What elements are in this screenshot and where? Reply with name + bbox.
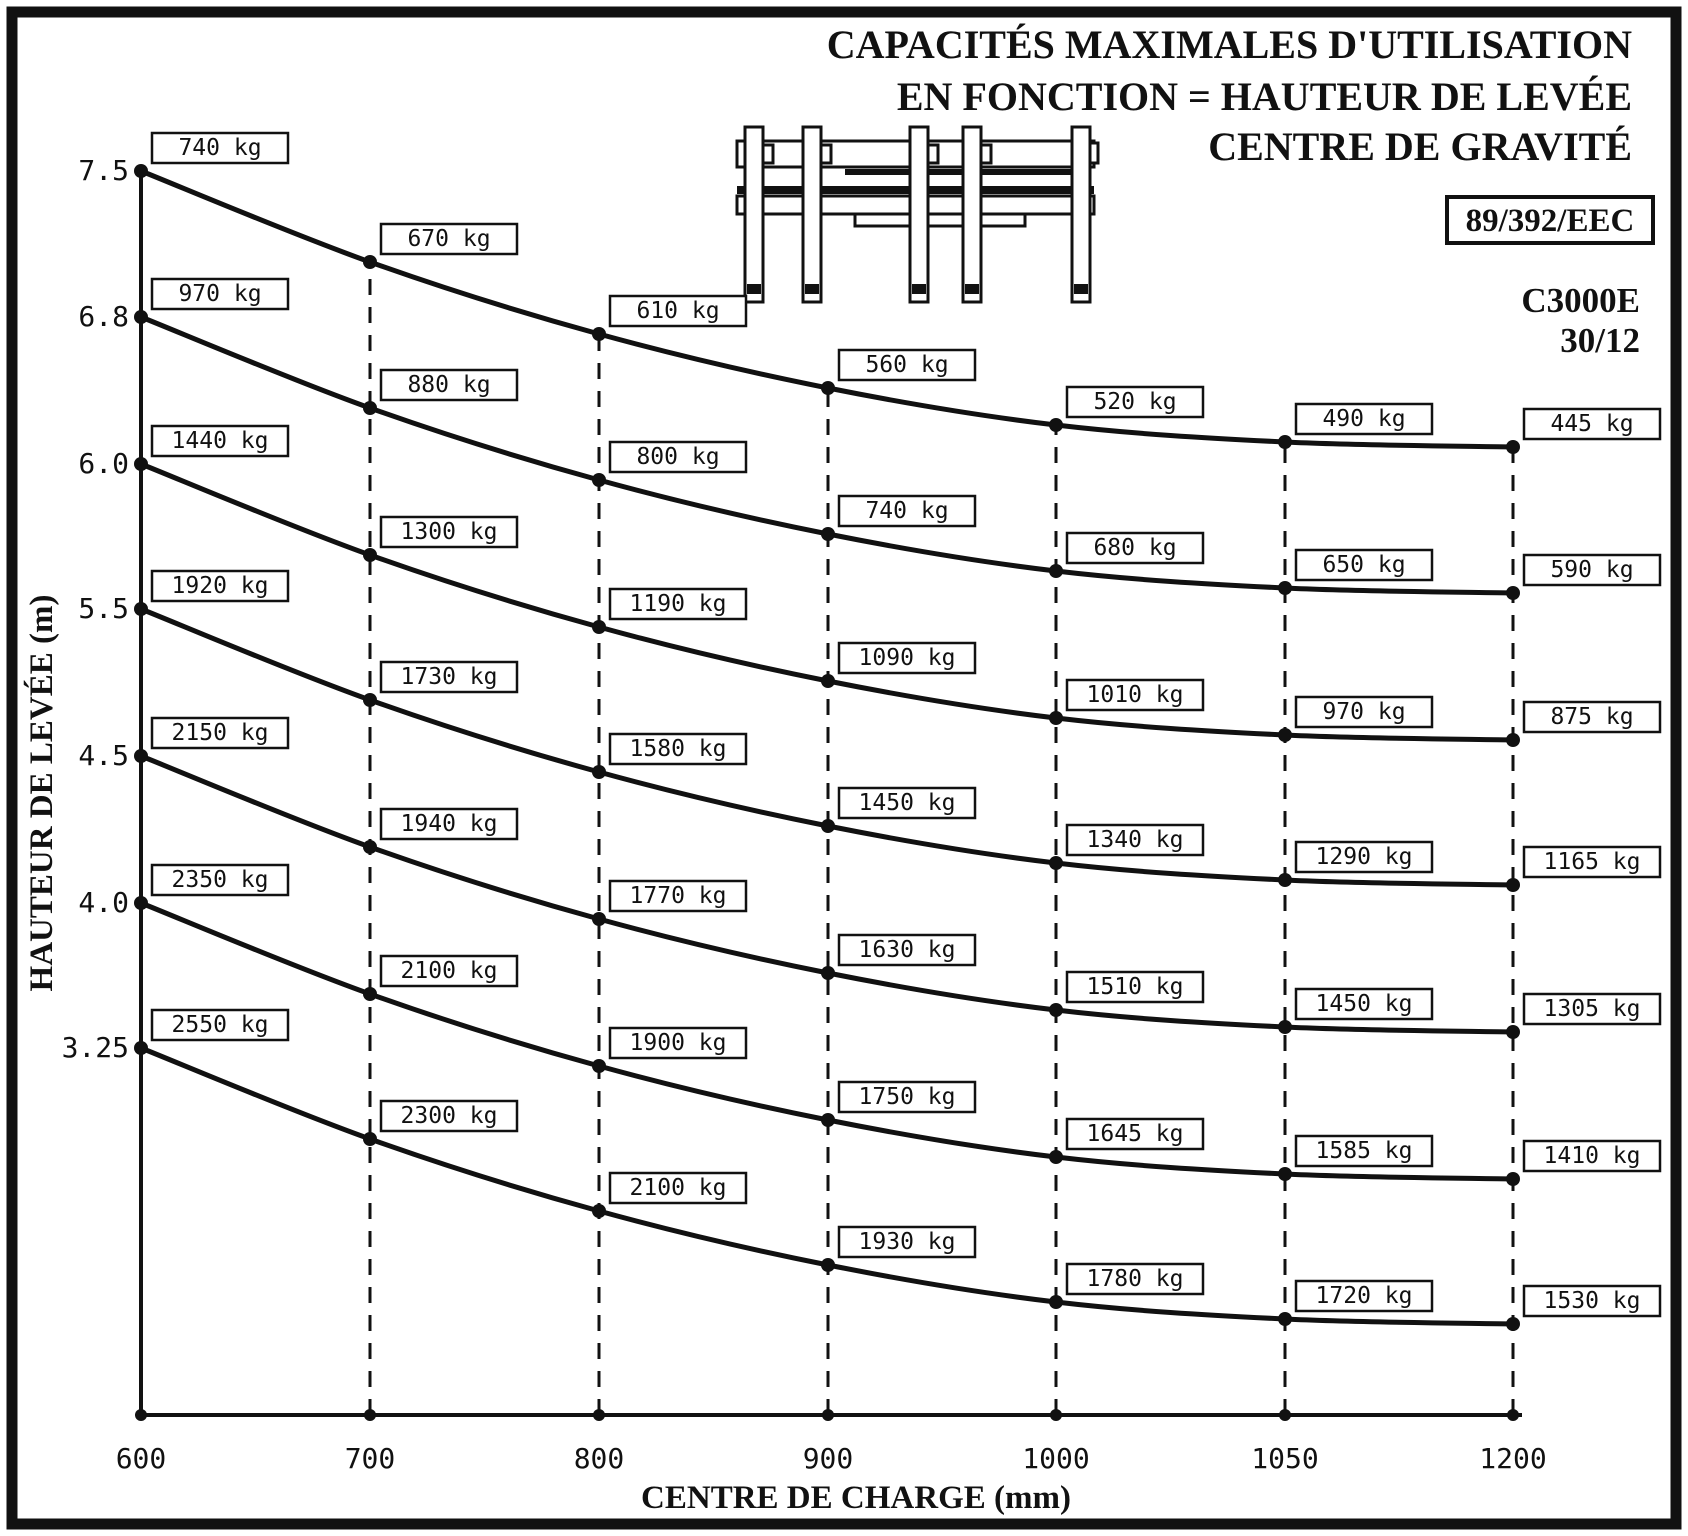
data-label: 560 kg <box>865 352 949 378</box>
data-point <box>363 548 377 562</box>
data-label: 1290 kg <box>1315 844 1413 870</box>
data-point <box>592 620 606 634</box>
data-label: 2100 kg <box>400 958 498 984</box>
y-tick-label: 5.5 <box>78 592 129 625</box>
data-label: 1450 kg <box>858 790 956 816</box>
data-label: 800 kg <box>636 444 720 470</box>
x-tick-label: 1200 <box>1479 1442 1547 1475</box>
data-label: 680 kg <box>1093 535 1177 561</box>
x-tick-dot <box>135 1409 147 1421</box>
data-label: 1940 kg <box>400 811 498 837</box>
data-label: 1450 kg <box>1315 991 1413 1017</box>
data-point <box>363 1132 377 1146</box>
title-line-2: EN FONCTION = HAUTEUR DE LEVÉE <box>896 74 1632 119</box>
x-tick-label: 800 <box>573 1442 625 1475</box>
model-label: C3000E <box>1521 281 1640 320</box>
data-label: 1530 kg <box>1543 1288 1641 1314</box>
x-tick-label: 900 <box>802 1442 854 1475</box>
data-point <box>134 164 148 178</box>
x-tick-dot <box>1279 1409 1291 1421</box>
x-tick-label: 700 <box>344 1442 396 1475</box>
data-point <box>1278 581 1292 595</box>
data-label: 1920 kg <box>171 573 269 599</box>
data-point <box>1278 1020 1292 1034</box>
directive-label: 89/392/EEC <box>1465 203 1635 239</box>
data-label: 590 kg <box>1550 557 1634 583</box>
data-label: 670 kg <box>407 226 491 252</box>
data-label: 1900 kg <box>629 1030 727 1056</box>
data-label: 445 kg <box>1550 411 1634 437</box>
data-point <box>821 966 835 980</box>
data-point <box>1506 586 1520 600</box>
x-tick-label: 1000 <box>1022 1442 1090 1475</box>
y-tick-label: 4.5 <box>78 739 129 772</box>
x-tick-dot <box>822 1409 834 1421</box>
title-line-3: CENTRE DE GRAVITÉ <box>1208 124 1632 169</box>
data-label: 1410 kg <box>1543 1143 1641 1169</box>
data-point <box>592 1059 606 1073</box>
data-point <box>363 987 377 1001</box>
data-label: 1305 kg <box>1543 996 1641 1022</box>
data-point <box>1049 856 1063 870</box>
variant-label: 30/12 <box>1560 321 1640 360</box>
data-point <box>1278 728 1292 742</box>
title-line-1: CAPACITÉS MAXIMALES D'UTILISATION <box>826 22 1632 67</box>
data-label: 1190 kg <box>629 591 727 617</box>
data-label: 2100 kg <box>629 1175 727 1201</box>
data-label: 520 kg <box>1093 389 1177 415</box>
data-point <box>821 1113 835 1127</box>
data-point <box>363 401 377 415</box>
data-point <box>1278 1167 1292 1181</box>
y-tick-label: 6.8 <box>78 300 129 333</box>
data-point <box>592 765 606 779</box>
x-tick-dot <box>1507 1409 1519 1421</box>
data-label: 1510 kg <box>1086 974 1184 1000</box>
data-label: 1165 kg <box>1543 849 1641 875</box>
data-label: 1770 kg <box>629 883 727 909</box>
data-point <box>1506 1025 1520 1039</box>
data-point <box>1049 418 1063 432</box>
data-label: 875 kg <box>1550 704 1634 730</box>
data-point <box>592 912 606 926</box>
data-point <box>134 310 148 324</box>
x-tick-label: 600 <box>115 1442 167 1475</box>
data-point <box>134 457 148 471</box>
data-label: 1440 kg <box>171 428 269 454</box>
x-tick-dot <box>1050 1409 1062 1421</box>
data-label: 1645 kg <box>1086 1121 1184 1147</box>
data-point <box>134 1041 148 1055</box>
data-point <box>363 840 377 854</box>
y-axis-title: HAUTEUR DE LEVÉE (m) <box>24 594 60 992</box>
data-point <box>363 693 377 707</box>
data-point <box>134 602 148 616</box>
data-point <box>592 327 606 341</box>
y-tick-label: 6.0 <box>78 447 129 480</box>
data-point <box>1506 1317 1520 1331</box>
data-label: 970 kg <box>178 281 262 307</box>
data-label: 490 kg <box>1322 406 1406 432</box>
data-label: 1010 kg <box>1086 682 1184 708</box>
data-label: 1340 kg <box>1086 827 1184 853</box>
data-point <box>1278 1312 1292 1326</box>
data-label: 2350 kg <box>171 867 269 893</box>
data-point <box>1506 440 1520 454</box>
data-label: 880 kg <box>407 372 491 398</box>
data-point <box>592 1204 606 1218</box>
data-point <box>821 381 835 395</box>
data-point <box>363 255 377 269</box>
data-point <box>1506 1172 1520 1186</box>
data-point <box>592 473 606 487</box>
y-tick-label: 4.0 <box>78 886 129 919</box>
data-label: 2550 kg <box>171 1012 269 1038</box>
y-tick-label: 3.25 <box>61 1031 129 1064</box>
data-label: 610 kg <box>636 298 720 324</box>
data-point <box>1278 435 1292 449</box>
data-label: 1580 kg <box>629 736 727 762</box>
data-point <box>821 527 835 541</box>
x-tick-label: 1050 <box>1251 1442 1319 1475</box>
data-point <box>1506 733 1520 747</box>
data-label: 1720 kg <box>1315 1283 1413 1309</box>
data-label: 1750 kg <box>858 1084 956 1110</box>
data-point <box>821 1258 835 1272</box>
data-label: 970 kg <box>1322 699 1406 725</box>
data-point <box>134 896 148 910</box>
data-point <box>1049 711 1063 725</box>
data-label: 1780 kg <box>1086 1266 1184 1292</box>
data-point <box>1049 1295 1063 1309</box>
data-label: 1300 kg <box>400 519 498 545</box>
data-label: 2300 kg <box>400 1103 498 1129</box>
x-axis-title: CENTRE DE CHARGE (mm) <box>641 1480 1071 1516</box>
x-tick-dot <box>364 1409 376 1421</box>
data-point <box>1049 564 1063 578</box>
chart-layer <box>62 133 1660 1475</box>
data-label: 1930 kg <box>858 1229 956 1255</box>
data-label: 1090 kg <box>858 645 956 671</box>
data-label: 650 kg <box>1322 552 1406 578</box>
x-tick-dot <box>593 1409 605 1421</box>
data-point <box>1049 1150 1063 1164</box>
data-label: 2150 kg <box>171 720 269 746</box>
data-point <box>821 819 835 833</box>
fork-carriage-icon <box>737 127 1098 302</box>
data-label: 1630 kg <box>858 937 956 963</box>
data-point <box>1049 1003 1063 1017</box>
data-label: 740 kg <box>865 498 949 524</box>
data-point <box>134 749 148 763</box>
y-tick-label: 7.5 <box>78 154 129 187</box>
data-point <box>1278 873 1292 887</box>
data-label: 1730 kg <box>400 664 498 690</box>
data-point <box>1506 878 1520 892</box>
data-label: 740 kg <box>178 135 262 161</box>
data-point <box>821 674 835 688</box>
data-label: 1585 kg <box>1315 1138 1413 1164</box>
